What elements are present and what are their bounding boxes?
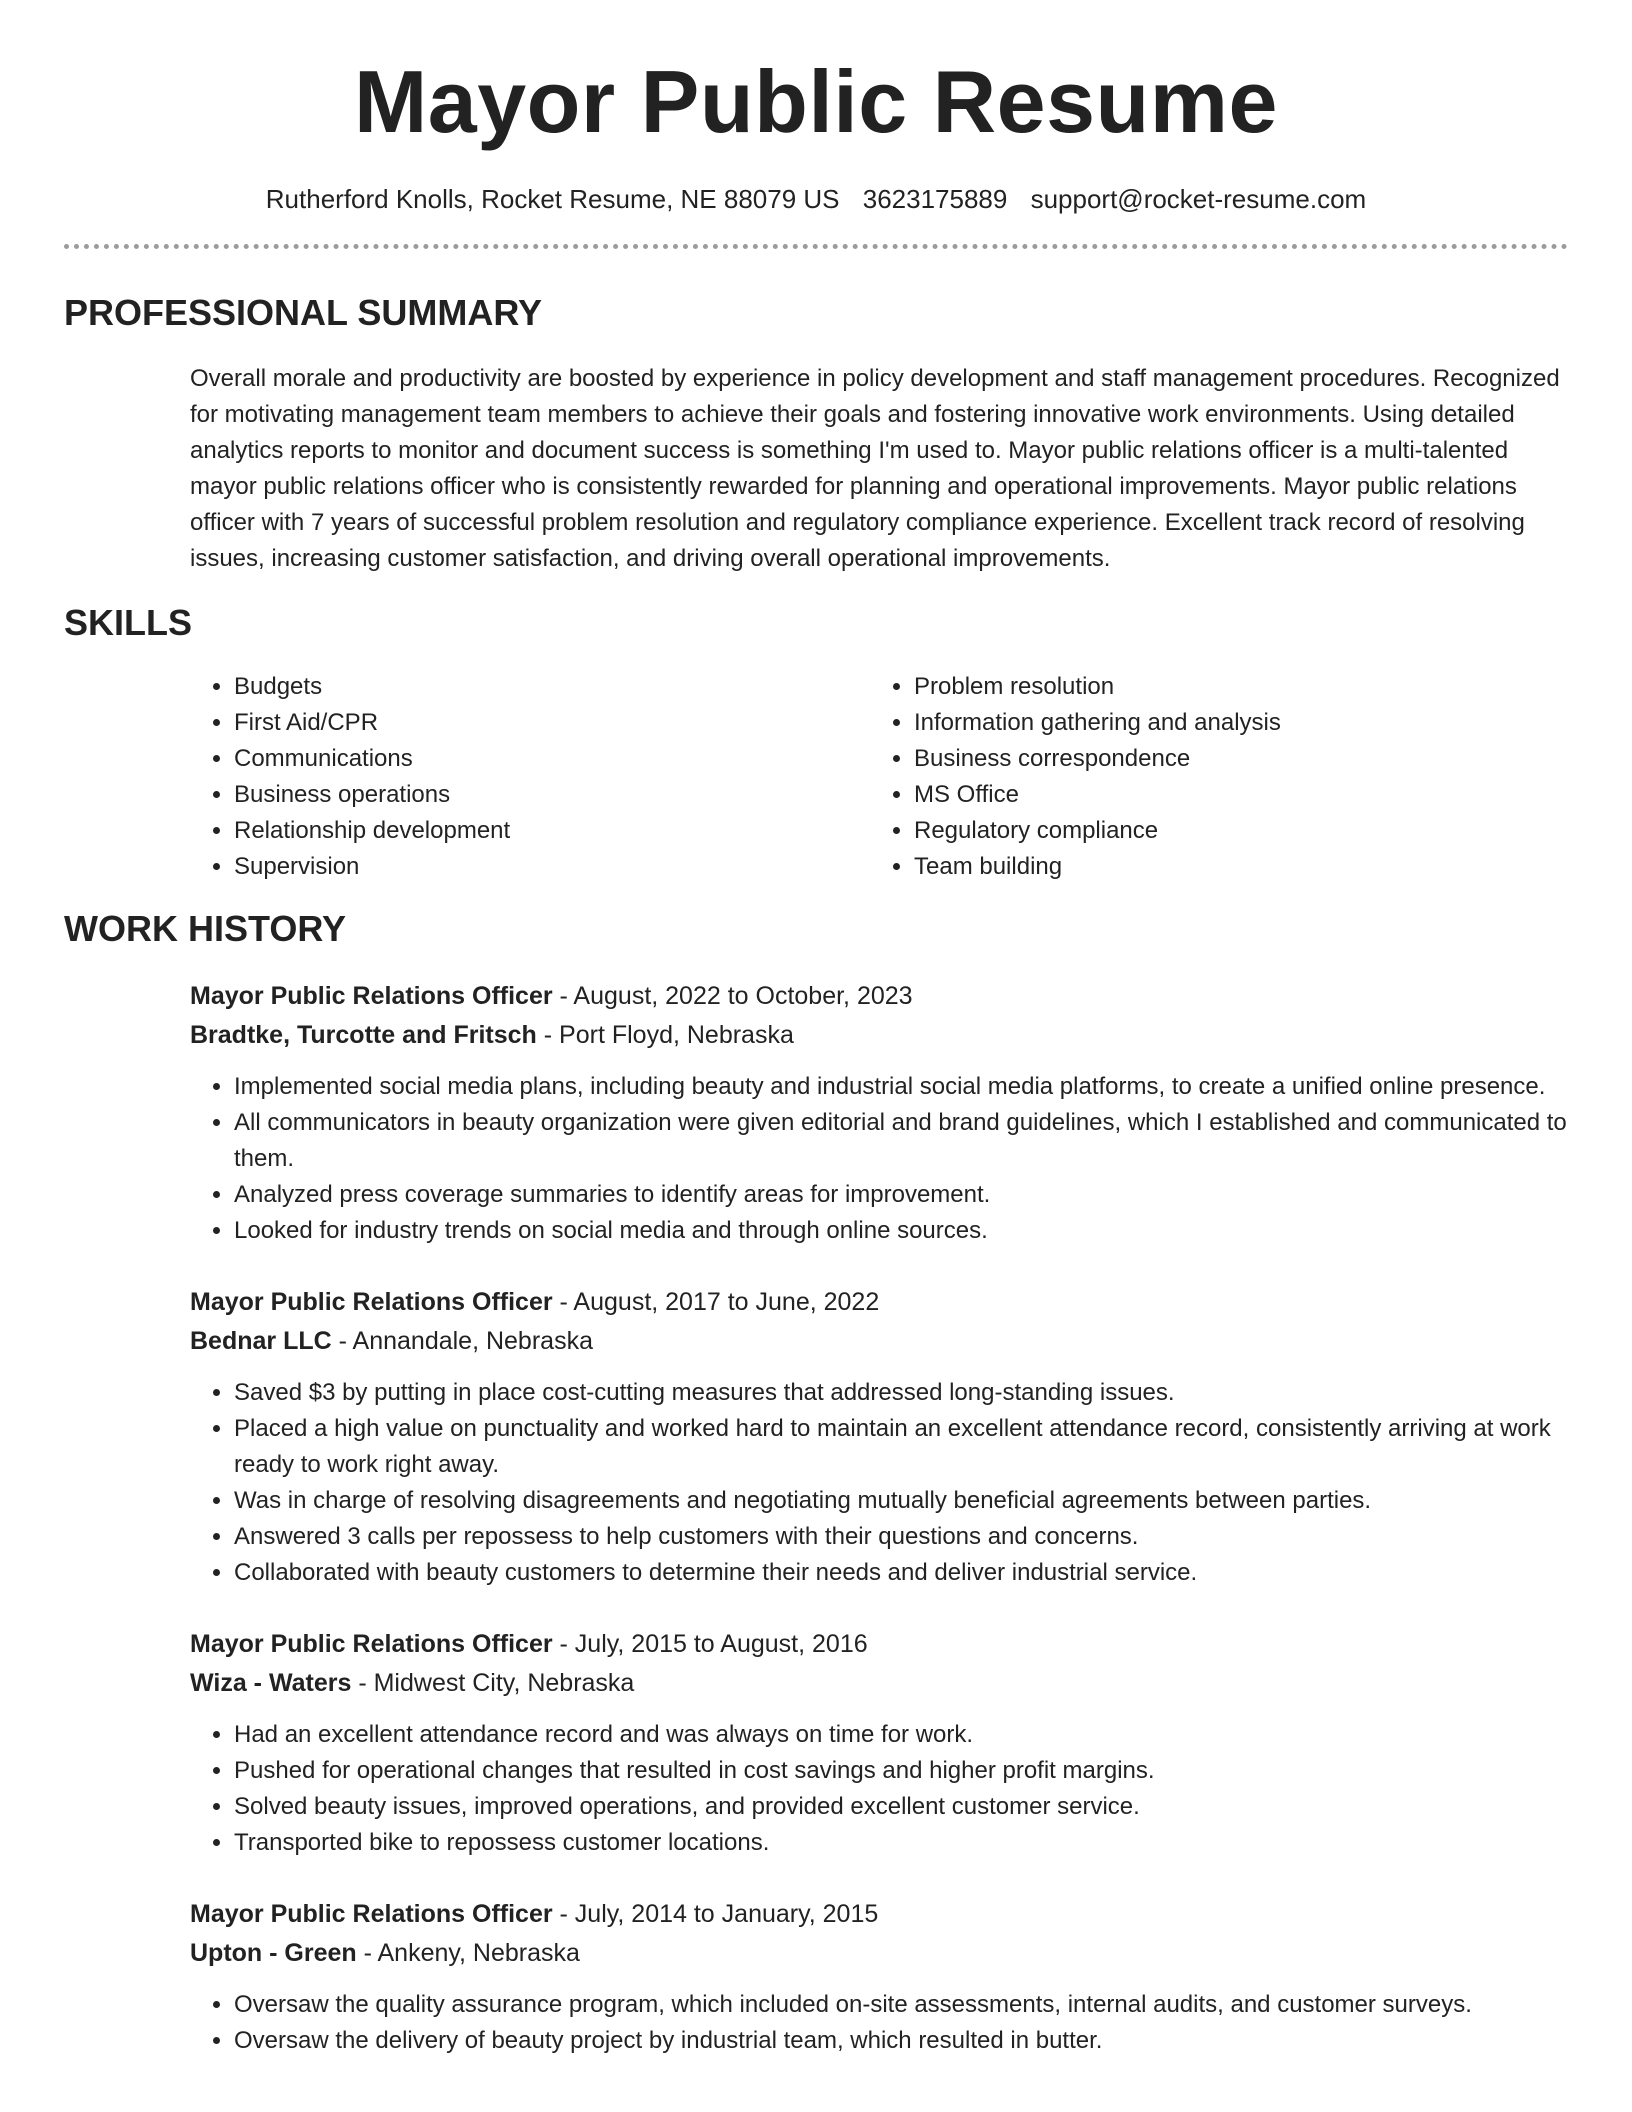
skill-item: • MS Office xyxy=(914,777,1550,813)
skill-item: • Relationship development xyxy=(234,813,870,849)
job-entry xyxy=(190,1283,1568,1591)
skill-item: • Budgets xyxy=(234,669,870,705)
job-dates: - July, 2015 to August, 2016 xyxy=(552,1630,868,1658)
job-title: Mayor Public Relations Officer xyxy=(190,1288,553,1316)
job-bullet: • Answered 3 calls per repossess to help customers with their questions and concerns. xyxy=(234,1519,1568,1555)
job-bullet: • Oversaw the delivery of beauty project by industrial team, which resulted in butter. xyxy=(234,2023,1568,2059)
work-history-heading: WORK HISTORY xyxy=(64,908,347,949)
job-company: Wiza - Waters xyxy=(190,1669,352,1697)
skill-item: • Information gathering and analysis xyxy=(914,705,1550,741)
job-title-line xyxy=(190,1895,1568,1934)
job-location: - Annandale, Nebraska xyxy=(331,1327,593,1355)
contact-email: support@rocket-resume.com xyxy=(1030,184,1367,214)
job-entry xyxy=(190,1895,1568,2059)
job-company: Bradtke, Turcotte and Fritsch xyxy=(190,1021,537,1049)
contact-phone: 3623175889 xyxy=(862,184,1008,214)
job-bullet: • Looked for industry trends on social media and through online sources. xyxy=(234,1213,1568,1249)
job-bullet: • Had an excellent attendance record and was always on time for work. xyxy=(234,1717,1568,1753)
skill-item: • Communications xyxy=(234,741,870,777)
job-company-line xyxy=(190,1934,1568,1973)
job-dates: - August, 2022 to October, 2023 xyxy=(552,982,913,1010)
job-location: - Port Floyd, Nebraska xyxy=(536,1021,794,1049)
job-title-line xyxy=(190,977,1568,1016)
skill-item: • Team building xyxy=(914,849,1550,885)
job-company: Upton - Green xyxy=(190,1939,357,1967)
job-bullets xyxy=(190,1987,1568,2059)
skills-grid xyxy=(190,669,1568,885)
skill-item: • Regulatory compliance xyxy=(914,813,1550,849)
job-bullet: • Oversaw the quality assurance program, which included on-site assessments, internal audits, and customer surveys. xyxy=(234,1987,1568,2023)
job-title: Mayor Public Relations Officer xyxy=(190,1630,553,1658)
job-title: Mayor Public Relations Officer xyxy=(190,1900,553,1928)
skills-section xyxy=(64,601,1568,885)
resume-header xyxy=(0,0,1632,216)
job-bullet: • Was in charge of resolving disagreements and negotiating mutually beneficial agreements between parties. xyxy=(234,1483,1568,1519)
job-company: Bednar LLC xyxy=(190,1327,332,1355)
job-title: Mayor Public Relations Officer xyxy=(190,982,553,1010)
summary-text: Overall morale and productivity are boosted by experience in policy development and staff management procedures. Recognized for motivating management team members to achieve their goals and fostering innovative work environments. Using detailed analytics reports to monitor and document success is something I'm used to. Mayor public relations officer is a multi-talented mayor public relations officer who is consistently rewarded for planning and operational improvements. Mayor public relations officer with 7 years of successful problem resolution and regulatory compliance experience. Excellent track record of resolving issues, increasing customer satisfaction, and driving overall operational improvements. xyxy=(190,365,1560,572)
job-location: - Midwest City, Nebraska xyxy=(351,1669,635,1697)
job-entry xyxy=(190,1625,1568,1861)
job-title-line xyxy=(190,1625,1568,1664)
job-dates: - July, 2014 to January, 2015 xyxy=(552,1900,879,1928)
job-dates: - August, 2017 to June, 2022 xyxy=(552,1288,880,1316)
work-history-section xyxy=(64,907,1568,2059)
job-bullets xyxy=(190,1717,1568,1861)
job-entry xyxy=(190,977,1568,1249)
header-divider xyxy=(64,244,1568,249)
job-bullet: • Saved $3 by putting in place cost-cutting measures that addressed long-standing issues. xyxy=(234,1375,1568,1411)
summary-heading: PROFESSIONAL SUMMARY xyxy=(64,292,543,333)
contact-address: Rutherford Knolls, Rocket Resume, NE 88079 US xyxy=(265,184,840,214)
job-location: - Ankeny, Nebraska xyxy=(356,1939,580,1967)
skill-item: • Supervision xyxy=(234,849,870,885)
job-bullet: • All communicators in beauty organization were given editorial and brand guidelines, which I established and communicated to them. xyxy=(234,1105,1568,1177)
job-bullet: • Transported bike to repossess customer locations. xyxy=(234,1825,1568,1861)
resume-name: Mayor Public Resume xyxy=(353,52,1278,151)
skill-item: • First Aid/CPR xyxy=(234,705,870,741)
job-title-line xyxy=(190,1283,1568,1322)
professional-summary-section xyxy=(64,291,1568,577)
job-bullet: • Implemented social media plans, including beauty and industrial social media platforms, to create a unified online presence. xyxy=(234,1069,1568,1105)
job-bullets xyxy=(190,1069,1568,1249)
skill-item: • Business operations xyxy=(234,777,870,813)
job-company-line xyxy=(190,1322,1568,1361)
skills-heading: SKILLS xyxy=(64,602,193,643)
job-bullet: • Solved beauty issues, improved operations, and provided excellent customer service. xyxy=(234,1789,1568,1825)
job-company-line xyxy=(190,1016,1568,1055)
skills-list-left xyxy=(190,669,870,885)
job-bullet: • Analyzed press coverage summaries to identify areas for improvement. xyxy=(234,1177,1568,1213)
job-company-line xyxy=(190,1664,1568,1703)
contact-line xyxy=(0,182,1632,216)
skill-item: • Problem resolution xyxy=(914,669,1550,705)
job-bullet: • Placed a high value on punctuality and worked hard to maintain an excellent attendance record, consistently arriving at work ready to work right away. xyxy=(234,1411,1568,1483)
job-bullets xyxy=(190,1375,1568,1591)
job-bullet: • Pushed for operational changes that resulted in cost savings and higher profit margins. xyxy=(234,1753,1568,1789)
skills-list-right xyxy=(870,669,1550,885)
job-bullet: • Collaborated with beauty customers to determine their needs and deliver industrial service. xyxy=(234,1555,1568,1591)
skill-item: • Business correspondence xyxy=(914,741,1550,777)
